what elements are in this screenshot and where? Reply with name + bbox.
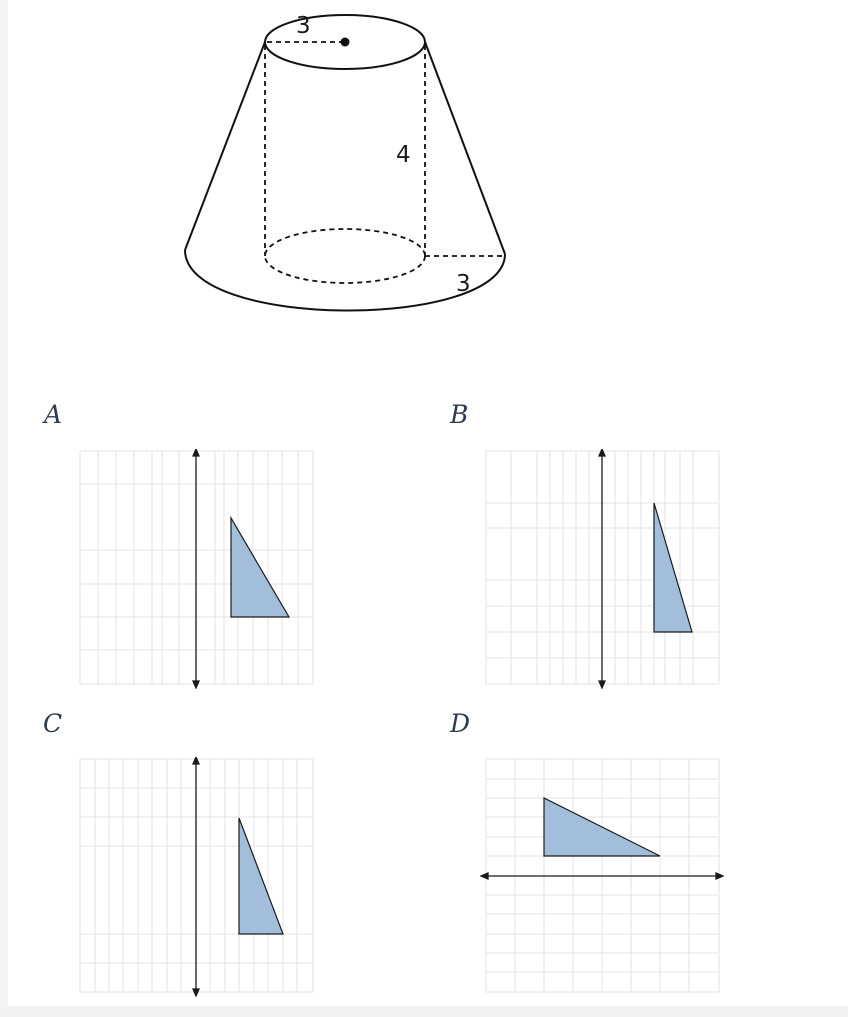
option-b-graph[interactable] (484, 449, 722, 689)
top-radius-label: 3 (296, 13, 311, 39)
option-a-label: A (44, 400, 63, 429)
left-slant-edge (185, 42, 265, 250)
top-center-dot (341, 38, 350, 47)
bottom-extension-label: 3 (456, 271, 471, 297)
option-a-graph[interactable] (78, 449, 316, 689)
option-a-triangle (231, 518, 289, 617)
option-d-graph[interactable] (480, 757, 724, 997)
option-d-label: D (450, 709, 471, 738)
right-slant-edge (425, 42, 505, 254)
option-c-label: C (43, 709, 63, 738)
cone-cylinder-diagram (0, 0, 848, 340)
option-b-label: B (450, 400, 469, 429)
option-c-graph[interactable] (78, 757, 316, 997)
height-label: 4 (396, 142, 411, 168)
option-c-triangle (239, 818, 283, 934)
option-b-triangle (654, 503, 692, 632)
cylinder-base-ellipse (265, 229, 425, 283)
page-bottom-bar (0, 1006, 848, 1017)
